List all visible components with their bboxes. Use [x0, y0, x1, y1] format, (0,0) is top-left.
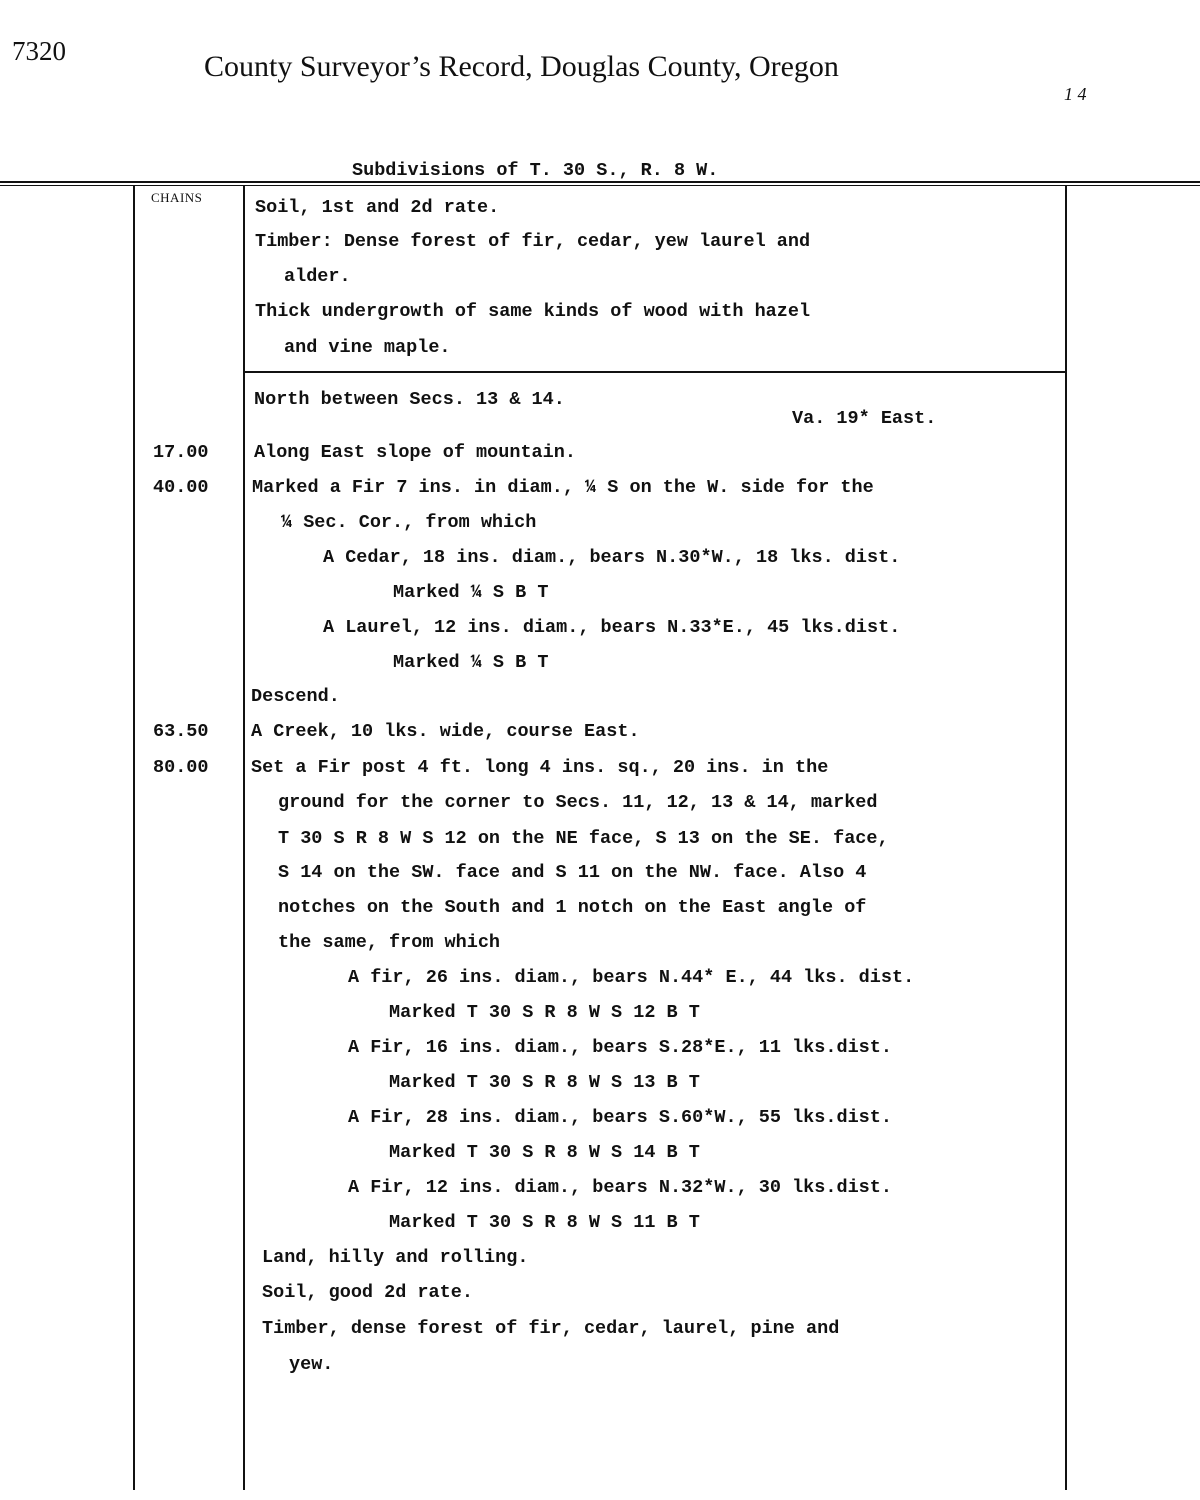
- entry-line: Marked a Fir 7 ins. in diam., ¼ S on the W. side for the: [252, 477, 874, 498]
- entry-line: Marked ¼ S B T: [393, 582, 549, 603]
- chains-column-rule: [243, 186, 245, 1490]
- entry-line: Land, hilly and rolling.: [262, 1247, 529, 1268]
- chains-column-label: CHAINS: [151, 190, 203, 205]
- chain-value: 63.50: [153, 721, 209, 742]
- entry-line: A Fir, 16 ins. diam., bears S.28*E., 11 lks.dist.: [348, 1037, 892, 1058]
- entry-line: S 14 on the SW. face and S 11 on the NW. face. Also 4: [278, 862, 867, 883]
- chain-value: 40.00: [153, 477, 209, 498]
- entry-line: Marked T 30 S R 8 W S 13 B T: [389, 1072, 700, 1093]
- right-margin-rule: [1065, 186, 1067, 1490]
- entry-line: T 30 S R 8 W S 12 on the NE face, S 13 on the SE. face,: [278, 828, 889, 849]
- summary-line: and vine maple.: [284, 337, 451, 358]
- entry-line: A Fir, 28 ins. diam., bears S.60*W., 55 lks.dist.: [348, 1107, 892, 1128]
- entry-line: A Cedar, 18 ins. diam., bears N.30*W., 18 lks. dist.: [323, 547, 901, 568]
- entry-line: ground for the corner to Secs. 11, 12, 13 & 14, marked: [278, 792, 878, 813]
- page-title: County Surveyor’s Record, Douglas County, Oregon: [204, 50, 839, 83]
- entry-line: A Creek, 10 lks. wide, course East.: [251, 721, 640, 742]
- entry-line: A fir, 26 ins. diam., bears N.44* E., 44 lks. dist.: [348, 967, 915, 988]
- entry-line: A Fir, 12 ins. diam., bears N.32*W., 30 lks.dist.: [348, 1177, 892, 1198]
- header-rule-bottom: [0, 185, 1200, 186]
- document-number: 7320: [12, 36, 66, 66]
- summary-divider: [243, 371, 1067, 373]
- header-rule-top: [0, 181, 1200, 183]
- left-margin-rule: [133, 186, 135, 1490]
- entry-line: the same, from which: [278, 932, 501, 953]
- entry-line: Descend.: [251, 686, 340, 707]
- course-heading: North between Secs. 13 & 14.: [254, 389, 565, 410]
- entry-line: Timber, dense forest of fir, cedar, laurel, pine and: [262, 1318, 840, 1339]
- entry-line: A Laurel, 12 ins. diam., bears N.33*E., 45 lks.dist.: [323, 617, 901, 638]
- entry-line: Marked T 30 S R 8 W S 11 B T: [389, 1212, 700, 1233]
- entry-line: Set a Fir post 4 ft. long 4 ins. sq., 20 ins. in the: [251, 757, 829, 778]
- chain-value: 80.00: [153, 757, 209, 778]
- entry-line: Along East slope of mountain.: [254, 442, 576, 463]
- summary-line: Soil, 1st and 2d rate.: [255, 197, 500, 218]
- entry-line: Marked ¼ S B T: [393, 652, 549, 673]
- summary-line: Thick undergrowth of same kinds of wood with hazel: [255, 301, 811, 322]
- entry-line: notches on the South and 1 notch on the East angle of: [278, 897, 867, 918]
- entry-line: Soil, good 2d rate.: [262, 1282, 473, 1303]
- entry-line: Marked T 30 S R 8 W S 14 B T: [389, 1142, 700, 1163]
- chain-value: 17.00: [153, 442, 209, 463]
- summary-line: Timber: Dense forest of fir, cedar, yew laurel and: [255, 231, 811, 252]
- entry-line: Marked T 30 S R 8 W S 12 B T: [389, 1002, 700, 1023]
- entry-line: yew.: [289, 1354, 334, 1375]
- summary-line: alder.: [284, 266, 351, 287]
- variation-note: Va. 19* East.: [792, 408, 937, 429]
- entry-line: ¼ Sec. Cor., from which: [281, 512, 537, 533]
- page-mark: 1 4: [1064, 84, 1087, 104]
- subdivision-heading: Subdivisions of T. 30 S., R. 8 W.: [352, 160, 719, 181]
